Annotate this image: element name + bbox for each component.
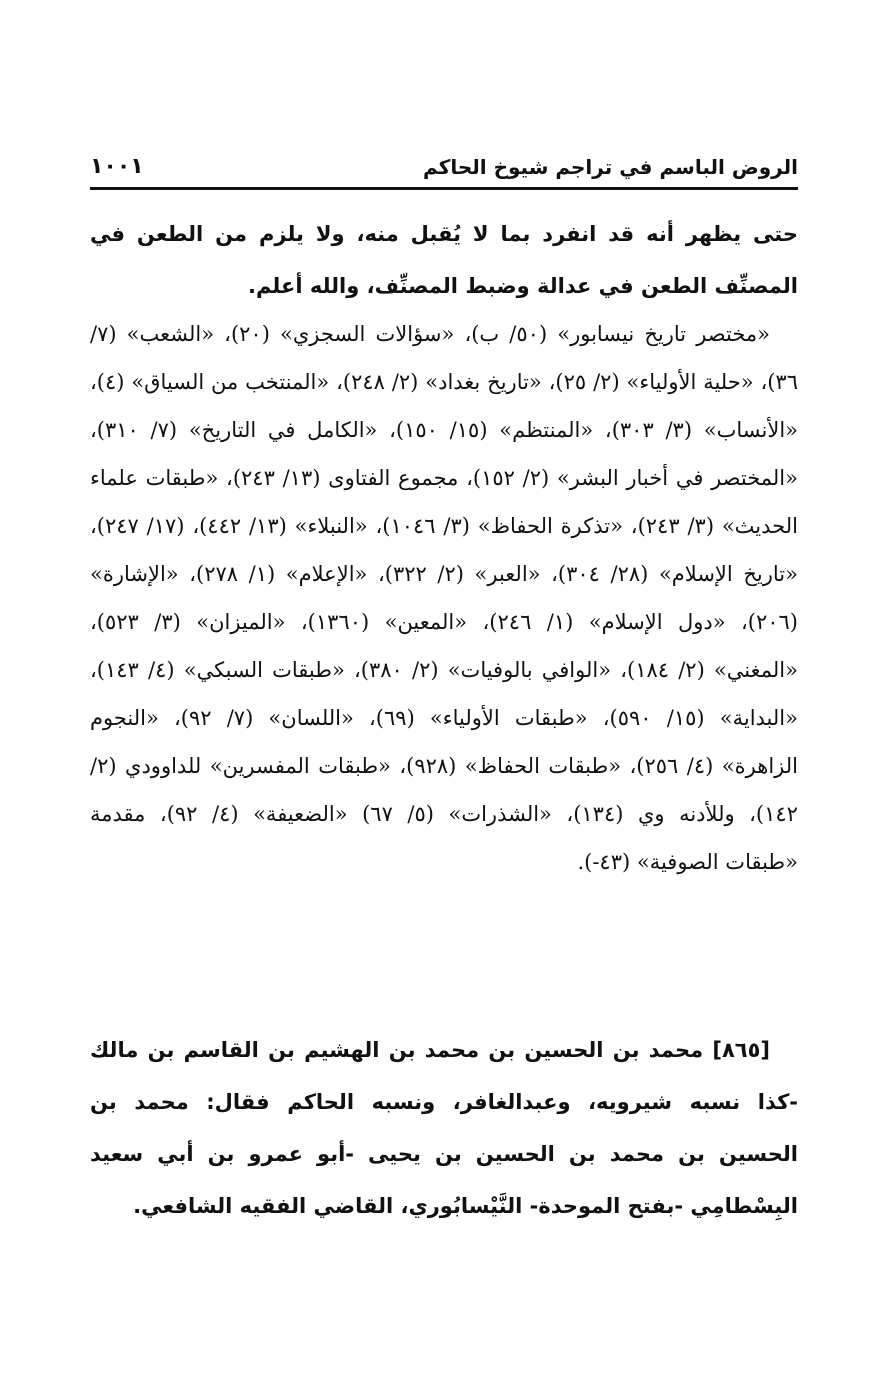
paragraph-conclusion: حتى يظهر أنه قد انفرد بما لا يُقبل منه، ولا يلزم من الطعن في المصنِّف الطعن في عدالة وضبط المصنِّف، والله أعلم.: [90, 222, 798, 298]
paragraph-biography-entry: [٨٦٥] محمد بن الحسين بن محمد بن الهشيم بن القاسم بن مالك -كذا نسبه شيرويه، وعبدالغافر، ونسبه الحاكم فقال: محمد بن الحسين بن محمد بن الحسين بن يحيى -أبو عمرو بن أبي سعيد البِسْطامِي -بفتح الموحدة- النَّيْسابُوري، القاضي الفقيه الشافعي.: [90, 1038, 798, 1218]
paragraph-references: «مختصر تاريخ نيسابور» (٥٠/ ب)، «سؤالات السجزي» (٢٠)، «الشعب» (٧/ ٣٦)، «حلية الأولياء» (٢/ ٢٥)، «تاريخ بغداد» (٢/ ٢٤٨)، «المنتخب من السياق» (٤)، «الأنساب» (٣/ ٣٠٣)، «المنتظم» (١٥/ ١٥٠)، «الكامل في التاريخ» (٧/ ٣١٠)، «المختصر في أخبار البشر» (٢/ ١٥٢)، مجموع الفتاوى (١٣/ ٢٤٣)، «طبقات علماء الحديث» (٣/ ٢٤٣)، «تذكرة الحفاظ» (٣/ ١٠٤٦)، «النبلاء» (١٣/ ٤٤٢)، (١٧/ ٢٤٧)، «تاريخ الإسلام» (٢٨/ ٣٠٤)، «العبر» (٢/ ٣٢٢)، «الإعلام» (١/ ٢٧٨)، «الإشارة» (٢٠٦)، «دول الإسلام» (١/ ٢٤٦)، «المعين» (١٣٦٠)، «الميزان» (٣/ ٥٢٣)، «المغني» (٢/ ١٨٤)، «الوافي بالوفيات» (٢/ ٣٨٠)، «طبقات السبكي» (٤/ ١٤٣)، «البداية» (١٥/ ٥٩٠)، «طبقات الأولياء» (٦٩)، «اللسان» (٧/ ٩٢)، «النجوم الزاهرة» (٤/ ٢٥٦)، «طبقات الحفاظ» (٩٢٨)، «طبقات المفسرين» للداوودي (٢/ ١٤٢)، وللأدنه وي (١٣٤)، «الشذرات» (٥/ ٦٧) «الضعيفة» (٤/ ٩٢)، مقدمة «طبقات الصوفية» (٤٣-).: [90, 322, 798, 874]
book-page: [90, 0, 798, 1392]
header-rule: [90, 187, 798, 190]
page-number: ١٠٠١: [90, 154, 144, 179]
page-header: [90, 146, 798, 186]
running-title: الروض الباسم في تراجم شيوخ الحاكم: [423, 155, 798, 179]
